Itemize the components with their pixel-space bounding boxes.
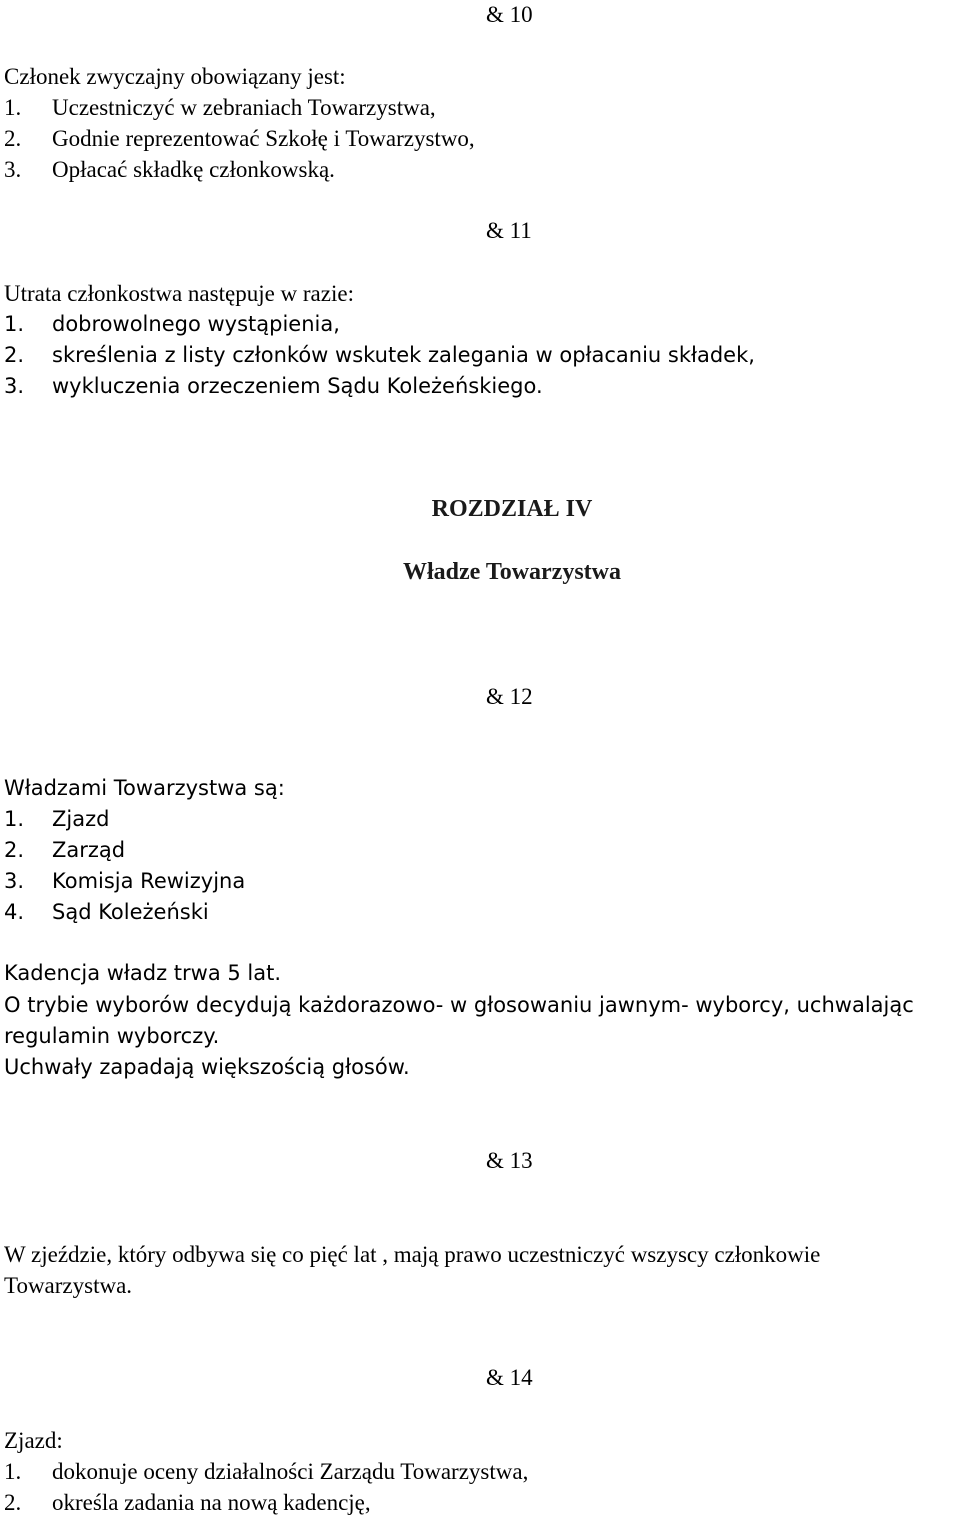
- list-item-text: dokonuje oceny działalności Zarządu Towarzystwa,: [52, 1459, 529, 1484]
- list-item-text: Zarząd: [52, 838, 126, 862]
- section-mark-10: & 10: [486, 2, 533, 27]
- list-item-number: 2.: [4, 126, 22, 151]
- list-item-text: Godnie reprezentować Szkołę i Towarzystwo,: [52, 126, 475, 151]
- paragraph: Uchwały zapadają większością głosów.: [4, 1055, 410, 1079]
- list-item-text: Uczestniczyć w zebraniach Towarzystwa,: [52, 95, 436, 120]
- list-item-text: dobrowolnego wystąpienia,: [52, 312, 340, 336]
- list-item-text: Zjazd: [52, 807, 110, 831]
- section-11-intro: Utrata członkostwa następuje w razie:: [4, 281, 354, 306]
- list-item-text: Sąd Koleżeński: [52, 900, 209, 924]
- paragraph: Towarzystwa.: [4, 1273, 133, 1298]
- section-mark-12: & 12: [486, 684, 533, 709]
- list-item: [4, 902, 209, 923]
- list-item-text: skreślenia z listy członków wskutek zalegania w opłacaniu składek,: [52, 343, 755, 367]
- paragraph: regulamin wyborczy.: [4, 1024, 220, 1048]
- section-mark-14: & 14: [486, 1365, 533, 1390]
- list-item: [4, 158, 335, 181]
- list-item-number: 2.: [4, 343, 25, 367]
- list-item-text: Opłacać składkę członkowską.: [52, 157, 335, 182]
- paragraph: Kadencja władz trwa 5 lat.: [4, 961, 282, 985]
- chapter-title: ROZDZIAŁ IV: [431, 496, 593, 522]
- list-item-number: 1.: [4, 95, 22, 120]
- list-item: [4, 809, 109, 830]
- section-12-intro: Władzami Towarzystwa są:: [4, 776, 285, 800]
- list-item: [4, 1491, 371, 1514]
- list-item: [4, 314, 340, 335]
- list-item: [4, 345, 755, 366]
- paragraph: W zjeździe, który odbywa się co pięć lat , mają prawo uczestniczyć wszyscy członkowie: [4, 1242, 821, 1267]
- list-item-text: określa zadania na nową kadencję,: [52, 1490, 371, 1515]
- list-item-number: 4.: [4, 900, 25, 924]
- list-item: [4, 1460, 528, 1483]
- section-14-intro: Zjazd:: [4, 1428, 63, 1453]
- paragraph: O trybie wyborów decydują każdorazowo- w głosowaniu jawnym- wyborcy, uchwalając: [4, 993, 914, 1017]
- section-mark-11: & 11: [486, 218, 532, 243]
- list-item-number: 1.: [4, 1459, 22, 1484]
- list-item-number: 1.: [4, 807, 25, 831]
- list-item: [4, 127, 475, 150]
- list-item: [4, 871, 245, 892]
- list-item: [4, 840, 125, 861]
- list-item-number: 2.: [4, 1490, 22, 1515]
- list-item: [4, 376, 543, 397]
- section-mark-13: & 13: [486, 1148, 533, 1173]
- list-item-number: 3.: [4, 157, 22, 182]
- list-item-number: 3.: [4, 869, 25, 893]
- list-item-number: 3.: [4, 374, 25, 398]
- list-item-number: 1.: [4, 312, 25, 336]
- chapter-subtitle: Władze Towarzystwa: [403, 559, 621, 585]
- list-item-number: 2.: [4, 838, 25, 862]
- list-item: [4, 96, 436, 119]
- list-item-text: Komisja Rewizyjna: [52, 869, 246, 893]
- list-item-text: wykluczenia orzeczeniem Sądu Koleżeńskiego.: [52, 374, 543, 398]
- section-10-intro: Członek zwyczajny obowiązany jest:: [4, 64, 346, 89]
